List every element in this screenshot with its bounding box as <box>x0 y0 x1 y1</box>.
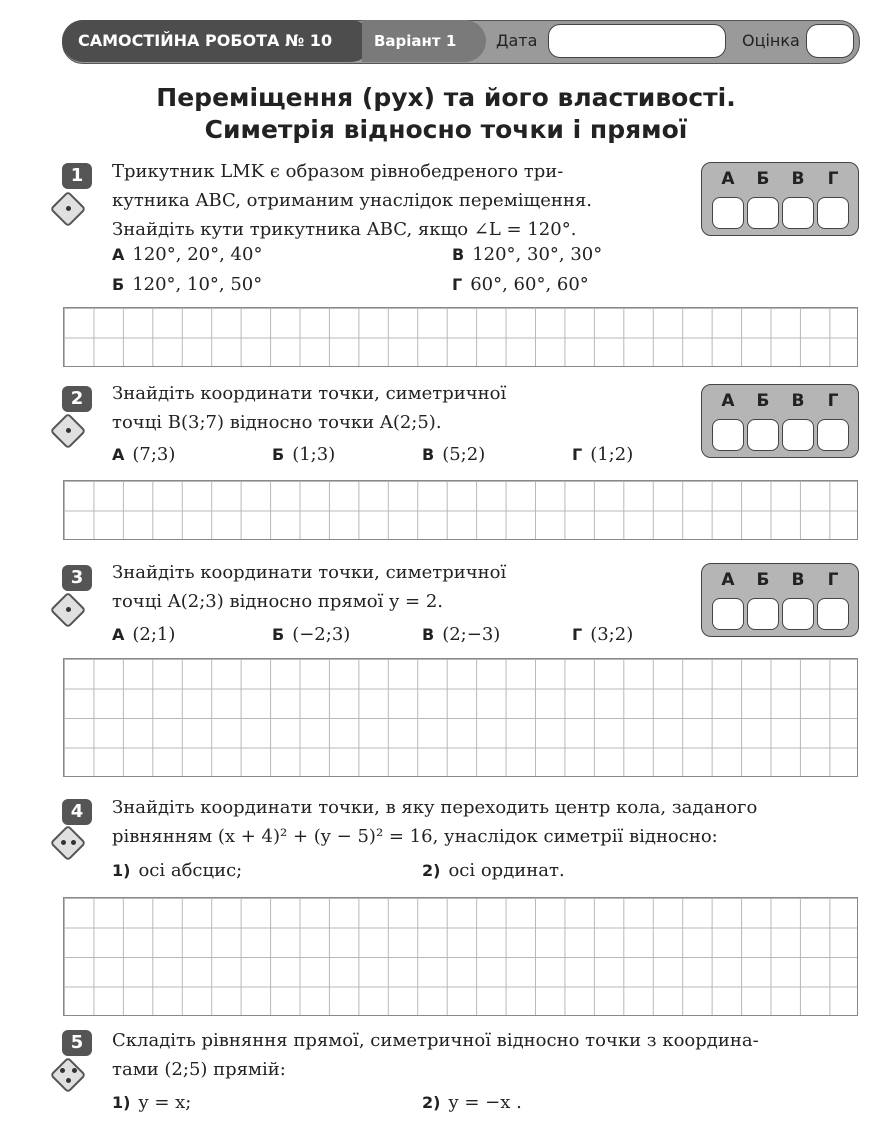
difficulty-dot <box>66 607 71 612</box>
task-3-text <box>112 558 506 616</box>
difficulty-dot <box>66 428 71 433</box>
task-line: Складіть рівняння прямої, симетричної відносно точки з координа- <box>112 1030 759 1051</box>
answer-letter: Г <box>827 169 839 189</box>
answer-box <box>701 563 859 637</box>
difficulty-dot <box>72 1068 77 1073</box>
task-line: кутника ABC, отриманим унаслідок переміщення. <box>112 190 592 211</box>
task-5-text <box>112 1026 759 1084</box>
answer-grid[interactable] <box>63 307 858 367</box>
answer-box <box>701 162 859 236</box>
option-b: Б (1;3) <box>272 444 336 465</box>
task-number-badge: 2 <box>62 386 92 412</box>
subtask-1: 1) осі абсцис; <box>112 860 243 881</box>
option-a: А 120°, 20°, 40° <box>112 244 263 265</box>
option-v: В (2;−3) <box>422 624 501 645</box>
answer-letter: В <box>791 169 805 189</box>
task-1-text <box>112 157 592 244</box>
task-line: тами (2;5) прямій: <box>112 1059 286 1080</box>
date-field[interactable] <box>548 24 726 58</box>
task-line: Знайдіть координати точки, симетричної <box>112 562 507 583</box>
answer-cell[interactable] <box>817 419 849 451</box>
answer-cell[interactable] <box>782 197 814 229</box>
answer-cell[interactable] <box>817 197 849 229</box>
answer-box <box>701 384 859 458</box>
answer-cell[interactable] <box>747 598 779 630</box>
answer-cell[interactable] <box>712 419 744 451</box>
answer-letter: А <box>721 391 735 411</box>
task-line: рівнянням (x + 4)² + (y − 5)² = 16, унаслідок симетрії відносно: <box>112 826 718 847</box>
difficulty-dot <box>60 1068 65 1073</box>
option-g: Г (1;2) <box>572 444 634 465</box>
date-label: Дата <box>496 31 538 50</box>
task-number-badge: 1 <box>62 163 92 189</box>
answer-grid[interactable] <box>63 897 858 1016</box>
task-line: Знайдіть координати точки, симетричної <box>112 383 507 404</box>
answer-cell[interactable] <box>747 419 779 451</box>
task-line: Знайдіть кути трикутника ABC, якщо ∠L = 120°. <box>112 219 577 240</box>
answer-letter: А <box>721 570 735 590</box>
answer-cell[interactable] <box>817 598 849 630</box>
difficulty-3-icon <box>50 1057 87 1094</box>
option-a: А (7;3) <box>112 444 176 465</box>
answer-letter: Г <box>827 570 839 590</box>
option-g: Г 60°, 60°, 60° <box>452 274 589 295</box>
answer-cell[interactable] <box>782 598 814 630</box>
task-2-text <box>112 379 506 437</box>
subtask-1: 1) y = x; <box>112 1092 192 1113</box>
difficulty-2-icon <box>50 825 87 862</box>
difficulty-dot <box>66 206 71 211</box>
task-line: точці B(3;7) відносно точки A(2;5). <box>112 412 442 433</box>
grade-field[interactable] <box>806 24 854 58</box>
subtask-2: 2) y = −x . <box>422 1092 522 1113</box>
task-number-badge: 4 <box>62 799 92 825</box>
answer-letter: Б <box>756 391 770 411</box>
option-v: В (5;2) <box>422 444 486 465</box>
answer-letter: В <box>791 391 805 411</box>
answer-cell[interactable] <box>712 197 744 229</box>
answer-cell[interactable] <box>782 419 814 451</box>
answer-letter: Г <box>827 391 839 411</box>
task-line: точці A(2;3) відносно прямої y = 2. <box>112 591 443 612</box>
page-title-line-1: Переміщення (рух) та його властивості. <box>156 83 736 112</box>
answer-cell[interactable] <box>712 598 744 630</box>
option-v: В 120°, 30°, 30° <box>452 244 603 265</box>
task-number-badge: 5 <box>62 1030 92 1056</box>
answer-letter: Б <box>756 570 770 590</box>
variant-label: Варіант 1 <box>362 20 486 62</box>
option-b: Б 120°, 10°, 50° <box>112 274 263 295</box>
grade-label: Оцінка <box>742 31 800 50</box>
task-4-text <box>112 793 757 851</box>
answer-letter: В <box>791 570 805 590</box>
worksheet-title: САМОСТІЙНА РОБОТА № 10 <box>62 20 372 62</box>
difficulty-dot <box>71 840 76 845</box>
option-b: Б (−2;3) <box>272 624 351 645</box>
answer-grid[interactable] <box>63 658 858 777</box>
page-title-line-2: Симетрія відносно точки і прямої <box>204 115 688 144</box>
answer-letter: А <box>721 169 735 189</box>
answer-grid[interactable] <box>63 480 858 540</box>
answer-letter: Б <box>756 169 770 189</box>
difficulty-dot <box>66 1078 71 1083</box>
task-line: Знайдіть координати точки, в яку переходить центр кола, заданого <box>112 797 758 818</box>
difficulty-dot <box>61 840 66 845</box>
task-number-badge: 3 <box>62 565 92 591</box>
option-a: А (2;1) <box>112 624 176 645</box>
option-g: Г (3;2) <box>572 624 634 645</box>
task-line: Трикутник LMK є образом рівнобедреного три- <box>112 161 564 182</box>
subtask-2: 2) осі ординат. <box>422 860 565 881</box>
answer-cell[interactable] <box>747 197 779 229</box>
